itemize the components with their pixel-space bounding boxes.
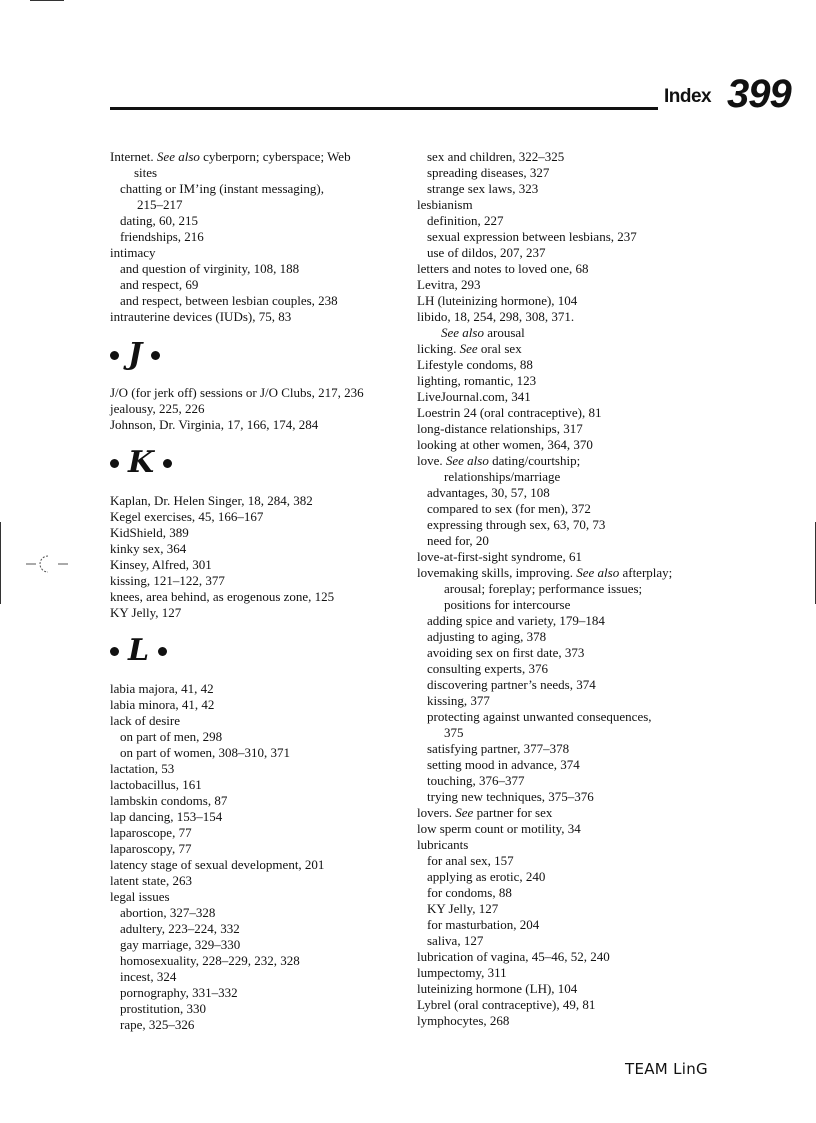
bullet-icon [158, 647, 167, 656]
index-entry: expressing through sex, 63, 70, 73 [427, 517, 606, 532]
index-entry: on part of women, 308–310, 371 [120, 745, 291, 760]
running-header-title: Index [664, 86, 712, 107]
index-entry: lumpectomy, 311 [417, 965, 507, 980]
index-entry: lighting, romantic, 123 [417, 373, 537, 388]
index-entry: lambskin condoms, 87 [110, 793, 228, 808]
index-entry: compared to sex (for men), 372 [427, 501, 591, 516]
index-entry: libido, 18, 254, 298, 308, 371. [417, 309, 575, 324]
index-entry: kinky sex, 364 [110, 541, 187, 556]
crop-mark-top [30, 0, 64, 1]
index-entry: saliva, 127 [427, 933, 484, 948]
index-entry: 375 [444, 725, 464, 740]
index-entry: sexual expression between lesbians, 237 [427, 229, 637, 244]
page-number: 399 [727, 72, 791, 116]
index-entry: looking at other women, 364, 370 [417, 437, 593, 452]
index-entry: lovemaking skills, improving. See also afterplay; [417, 565, 673, 580]
bullet-icon [151, 351, 160, 360]
bullet-icon [110, 351, 119, 360]
index-entry: latent state, 263 [110, 873, 192, 888]
index-entry: intimacy [110, 245, 156, 260]
index-entry: need for, 20 [427, 533, 489, 548]
index-entry: Lybrel (oral contraceptive), 49, 81 [417, 997, 596, 1012]
index-entry: Lifestyle condoms, 88 [417, 357, 533, 372]
section-heading-k [110, 447, 402, 479]
index-entry: latency stage of sexual development, 201 [110, 857, 325, 872]
index-entry: laparoscopy, 77 [110, 841, 192, 856]
index-column-right [417, 149, 717, 1029]
index-entry: lap dancing, 153–154 [110, 809, 223, 824]
index-entry: laparoscope, 77 [110, 825, 192, 840]
section-heading-l [110, 635, 402, 667]
index-entry: Internet. See also cyberporn; cyberspace; Web [110, 149, 351, 164]
bullet-icon [163, 459, 172, 468]
index-entry: rape, 325–326 [120, 1017, 195, 1032]
index-entry: 215–217 [137, 197, 183, 212]
crop-mark-left [0, 522, 1, 604]
index-entry: satisfying partner, 377–378 [427, 741, 570, 756]
index-entry: dating, 60, 215 [120, 213, 198, 228]
index-entry: Johnson, Dr. Virginia, 17, 166, 174, 284 [110, 417, 319, 432]
index-entry: gay marriage, 329–330 [120, 937, 241, 952]
index-entry: J/O (for jerk off) sessions or J/O Clubs, 217, 236 [110, 385, 364, 400]
index-entry: for masturbation, 204 [427, 917, 540, 932]
index-entry: consulting experts, 376 [427, 661, 548, 676]
index-entry: lesbianism [417, 197, 473, 212]
index-entry: for condoms, 88 [427, 885, 512, 900]
index-entry: sex and children, 322–325 [427, 149, 565, 164]
index-entry: use of dildos, 207, 237 [427, 245, 546, 260]
index-entry: arousal; foreplay; performance issues; [444, 581, 643, 596]
index-entry: chatting or IM’ing (instant messaging), [120, 181, 324, 196]
index-entry: setting mood in advance, 374 [427, 757, 580, 772]
index-entry: adultery, 223–224, 332 [120, 921, 240, 936]
index-entry: KY Jelly, 127 [110, 605, 182, 620]
index-entry: love. See also dating/courtship; [417, 453, 581, 468]
index-entry: relationships/marriage [444, 469, 561, 484]
index-entry: letters and notes to loved one, 68 [417, 261, 589, 276]
index-entry: Kaplan, Dr. Helen Singer, 18, 284, 382 [110, 493, 313, 508]
index-entry: luteinizing hormone (LH), 104 [417, 981, 578, 996]
index-entry: and respect, between lesbian couples, 238 [120, 293, 338, 308]
index-entry: jealousy, 225, 226 [110, 401, 205, 416]
index-entry: lubrication of vagina, 45–46, 52, 240 [417, 949, 610, 964]
index-entry: lack of desire [110, 713, 181, 728]
index-entry: intrauterine devices (IUDs), 75, 83 [110, 309, 292, 324]
index-entry: prostitution, 330 [120, 1001, 206, 1016]
index-entry: friendships, 216 [120, 229, 204, 244]
index-entry: kissing, 377 [427, 693, 490, 708]
index-entry: licking. See oral sex [417, 341, 522, 356]
index-entry: Levitra, 293 [417, 277, 481, 292]
index-entry: adding spice and variety, 179–184 [427, 613, 605, 628]
index-entry: abortion, 327–328 [120, 905, 216, 920]
index-entry: love-at-first-sight syndrome, 61 [417, 549, 582, 564]
index-entry: legal issues [110, 889, 170, 904]
footer-watermark: TEAM LinG [625, 1060, 708, 1078]
index-entry: long-distance relationships, 317 [417, 421, 583, 436]
index-entry: Kinsey, Alfred, 301 [110, 557, 212, 572]
index-entry: avoiding sex on first date, 373 [427, 645, 585, 660]
index-entry: KidShield, 389 [110, 525, 189, 540]
index-entry: discovering partner’s needs, 374 [427, 677, 596, 692]
index-entry: kissing, 121–122, 377 [110, 573, 225, 588]
index-entry: strange sex laws, 323 [427, 181, 539, 196]
index-entry: low sperm count or motility, 34 [417, 821, 581, 836]
index-entry: sites [134, 165, 158, 180]
index-entry: advantages, 30, 57, 108 [427, 485, 550, 500]
index-entry: LH (luteinizing hormone), 104 [417, 293, 578, 308]
index-entry: adjusting to aging, 378 [427, 629, 547, 644]
index-entry: definition, 227 [427, 213, 504, 228]
index-entry: labia majora, 41, 42 [110, 681, 214, 696]
index-entry: lymphocytes, 268 [417, 1013, 510, 1028]
index-entry: lactation, 53 [110, 761, 175, 776]
index-entry: homosexuality, 228–229, 232, 328 [120, 953, 300, 968]
index-entry: for anal sex, 157 [427, 853, 514, 868]
registration-mark-icon [26, 553, 68, 575]
index-column-left [110, 149, 402, 1033]
header-rule [110, 107, 658, 110]
index-entry: touching, 376–377 [427, 773, 525, 788]
index-entry: labia minora, 41, 42 [110, 697, 215, 712]
section-heading-j [110, 339, 402, 371]
bullet-icon [110, 647, 119, 656]
section-letter: J [128, 337, 143, 372]
index-entry: KY Jelly, 127 [427, 901, 499, 916]
index-entry: LiveJournal.com, 341 [417, 389, 531, 404]
index-entry: protecting against unwanted consequences, [427, 709, 652, 724]
index-entry: on part of men, 298 [120, 729, 223, 744]
index-entry: lubricants [417, 837, 469, 852]
index-entry: lovers. See partner for sex [417, 805, 553, 820]
index-entry: and respect, 69 [120, 277, 199, 292]
index-entry: trying new techniques, 375–376 [427, 789, 594, 804]
bullet-icon [110, 459, 119, 468]
index-entry: incest, 324 [120, 969, 177, 984]
index-entry: Loestrin 24 (oral contraceptive), 81 [417, 405, 602, 420]
index-entry: See also arousal [441, 325, 525, 340]
section-letter: L [128, 633, 150, 668]
index-entry: knees, area behind, as erogenous zone, 125 [110, 589, 335, 604]
index-entry: Kegel exercises, 45, 166–167 [110, 509, 264, 524]
index-entry: positions for intercourse [444, 597, 571, 612]
section-letter: K [128, 445, 155, 480]
index-entry: and question of virginity, 108, 188 [120, 261, 300, 276]
index-entry: pornography, 331–332 [120, 985, 238, 1000]
index-entry: spreading diseases, 327 [427, 165, 550, 180]
index-entry: applying as erotic, 240 [427, 869, 546, 884]
index-entry: lactobacillus, 161 [110, 777, 202, 792]
